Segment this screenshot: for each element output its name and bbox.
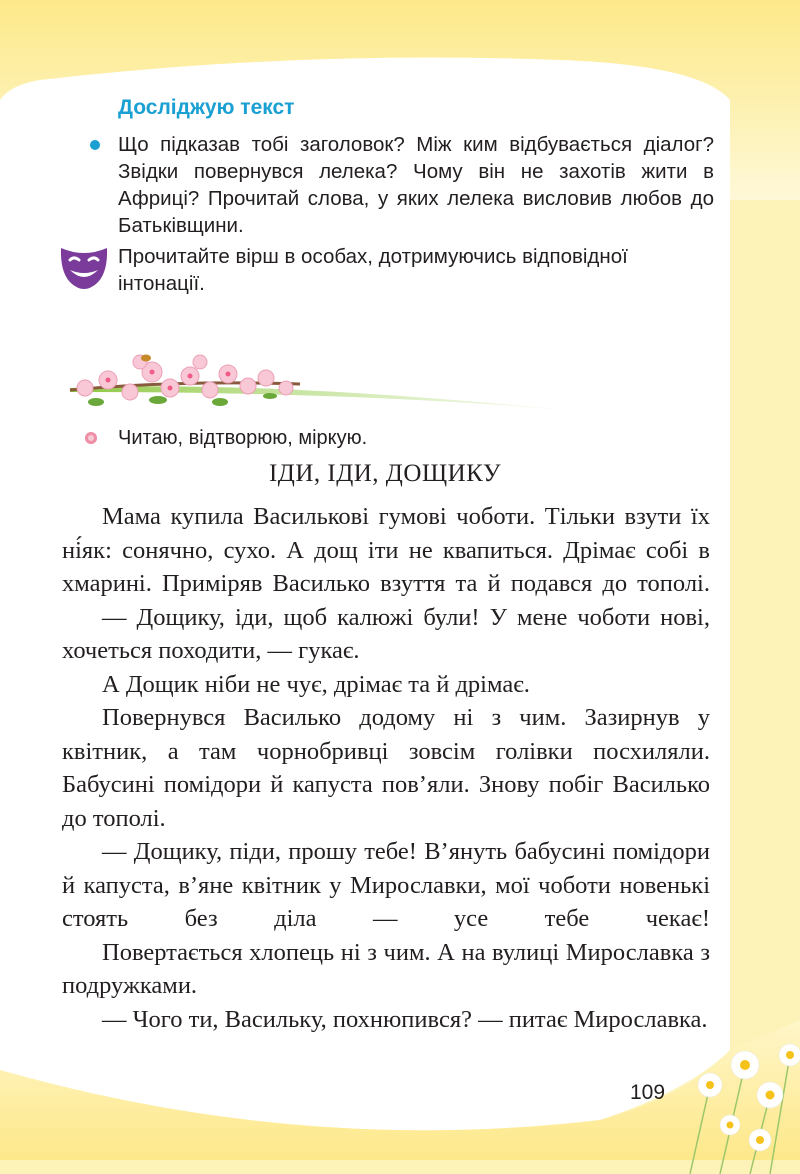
- story-paragraph: Повернувся Василько додому ні з чим. Зазирнув у квітник, а там чорнобривці зовсім голівки посхиляли. Бабусині помідори й капуста пов’яли. Знову побіг Василько до тополі.: [62, 704, 710, 832]
- story-title: ІДИ, ІДИ, ДОЩИКУ: [268, 460, 502, 487]
- questions-text: Що підказав тобі заголовок? Між ким відбувається діалог? Звідки повернувся лелека? Чому він не захотів жити в Африці? Прочитай слова, у яких лелека висловив любов до Батьківщини.: [118, 133, 714, 237]
- reading-label: Читаю, відтворюю, міркую.: [118, 427, 368, 449]
- story-paragraph: Мама купила Васильковi гумовi чоботи. Тільки взути їх ні́як: сонячно, сухо. А дощ іти не квапиться. Дрімає собі в хмарині. Приміряв Василько взуття та й подався до тополі.: [62, 503, 710, 597]
- daisy-flowers-icon: [650, 1025, 800, 1174]
- story-paragraph: — Дощику, іди, щоб калюжі були! У мене чоботи нові, хочеться походити, — гукає.: [62, 603, 710, 664]
- blossom-branch-icon: [60, 350, 570, 422]
- bullet-dot-icon: [90, 140, 100, 150]
- task-text: Прочитайте вірш в особах, дотримуючись відповідної інтонації.: [118, 245, 628, 295]
- reading-dot-icon: [85, 432, 97, 444]
- story-text: [62, 500, 710, 1036]
- theater-mask-icon: [58, 244, 110, 292]
- section-title: Досліджую текст: [118, 96, 295, 119]
- story-paragraph: — Чого ти, Васильку, похнюпився? — питає Мирославка.: [102, 1005, 708, 1033]
- page-number: 109: [630, 1081, 666, 1104]
- story-paragraph: А Дощик ніби не чує, дрімає та й дрімає.: [102, 670, 530, 698]
- story-paragraph: Повертається хлопець ні з чим. А на вулиці Мирославка з подружками.: [62, 938, 710, 999]
- story-paragraph: — Дощику, піди, прошу тебе! В’януть бабусині помідори й капуста, в’яне квітник у Мирославки, мої чоботи новенькі стоять без діла — усе тебе чекає!: [62, 838, 710, 932]
